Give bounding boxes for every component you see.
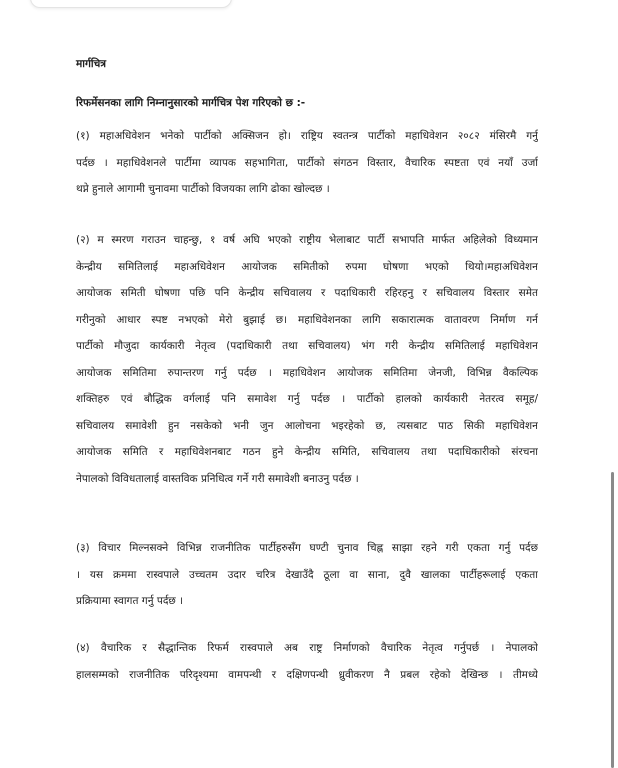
paragraph-line: थप्ने हुनाले आगामी चुनावमा पार्टीको विजयका लागि ढोका खोल्दछ । <box>76 183 330 195</box>
paragraph-1 <box>76 123 538 203</box>
document-subheading: रिफर्मेसनका लागि निम्नानुसारको मार्गचित्र पेश गरिएको छ :- <box>76 97 306 109</box>
paragraph-line: गरीनुको आधार स्पष्ट नभएको मेरो बुझाई छ। महाधिवेशनका लागि सकारात्मक वातावरण निर्माण गर्न <box>76 313 538 326</box>
paragraph-line: । यस क्रममा रास्वपाले उच्चतम उदार चरित्र देखाउँदै ठूला वा साना, दुवै खालका पार्टीहरूलाई एकता <box>76 568 538 581</box>
paragraph-4 <box>76 635 538 688</box>
paragraph-line: आयोजक समिति र महाधिवेशनबाट गठन हुने केन्द्रीय समिति, सचिवालय तथा पदाधिकारीको संरचना <box>76 446 538 458</box>
paragraph-line: सचिवालय समावेशी हुन नसकेको भनी जुन आलोचना भइरहेको छ, त्यसबाट पाठ सिकी महाधिवेशन <box>76 419 538 432</box>
paragraph-line: पार्टीको मौजुदा कार्यकारी नेतृत्व (पदाधिकारी तथा सचिवालय) भंग गरी केन्द्रीय समितिलाई महाधिवेशन <box>76 340 538 352</box>
paragraph-line: पर्दछ । महाधिवेशनले पार्टीमा व्यापक सहभागिता, पार्टीको संगठन विस्तार, वैचारिक स्पष्टता एवं नयाँ उर्जा <box>76 156 538 169</box>
paragraph-line: शक्तिहरु एवं बौद्धिक वर्गलाई पनि समावेश गर्नु पर्दछ । पार्टीको हालको कार्यकारी नेतरत्व समूह/ <box>76 393 538 405</box>
paragraph-3 <box>76 535 538 615</box>
paragraph-line: प्रक्रियामा स्वागत गर्नु पर्दछ । <box>76 595 184 607</box>
paragraph-line: हालसम्मको राजनीतिक परिदृश्यमा वामपन्थी र दक्षिणपन्थी ध्रुवीकरण नै प्रबल रहेको देखिन्छ । तीमध्ये <box>76 668 538 681</box>
scrollbar-thumb[interactable] <box>611 472 614 768</box>
paragraph-line: नेपालको विविधतालाई वास्तविक प्रनिधित्व गर्ने गरी समावेशी बनाउनु पर्दछ । <box>76 472 359 485</box>
paragraph-line: (४) वैचारिक र सैद्धान्तिक रिफर्म रास्वपाले अब राष्ट्र निर्माणको वैचारिक नेतृत्व गर्नुपर्छ । नेपालको <box>76 642 538 654</box>
paragraph-line: आयोजक समिती घोषणा पछि पनि केन्द्रीय सचिवालय र पदाधिकारी रहिरहनु र सचिवालय विस्तार समेत <box>76 287 538 299</box>
paragraph-line: (१) महाअधिवेशन भनेको पार्टीको अक्सिजन हो। राष्ट्रिय स्वतन्त्र पार्टीको महाधिवेशन २०८२ मंसिरमै गर्नु <box>76 130 538 142</box>
document-heading: मार्गचित्र <box>76 58 107 70</box>
paragraph-line: केन्द्रीय समितिलाई महाअधिवेशन आयोजक समितीको रुपमा घोषणा भएको थियो।महाअधिवेशन <box>76 260 538 273</box>
paragraph-line: आयोजक समितिमा रुपान्तरण गर्नु पर्दछ । महाधिवेशन आयोजक समितिमा जेनजी, विभिन्न वैकल्पिक <box>76 366 538 379</box>
paragraph-line: (२) म स्मरण गराउन चाहन्छु, १ वर्ष अघि भएको राष्ट्रीय भेलाबाट पार्टी सभापति मार्फत अहिलेको विध्यमान <box>76 234 538 246</box>
paragraph-line: (३) विचार मिल्नसक्ने विभिन्न राजनीतिक पार्टीहरुसँग घण्टी चुनाव चिह्न साझा रहने गरी एकता गर्नु पर्दछ <box>76 542 538 554</box>
browser-tab-edge <box>30 0 232 8</box>
paragraph-2 <box>76 227 538 492</box>
